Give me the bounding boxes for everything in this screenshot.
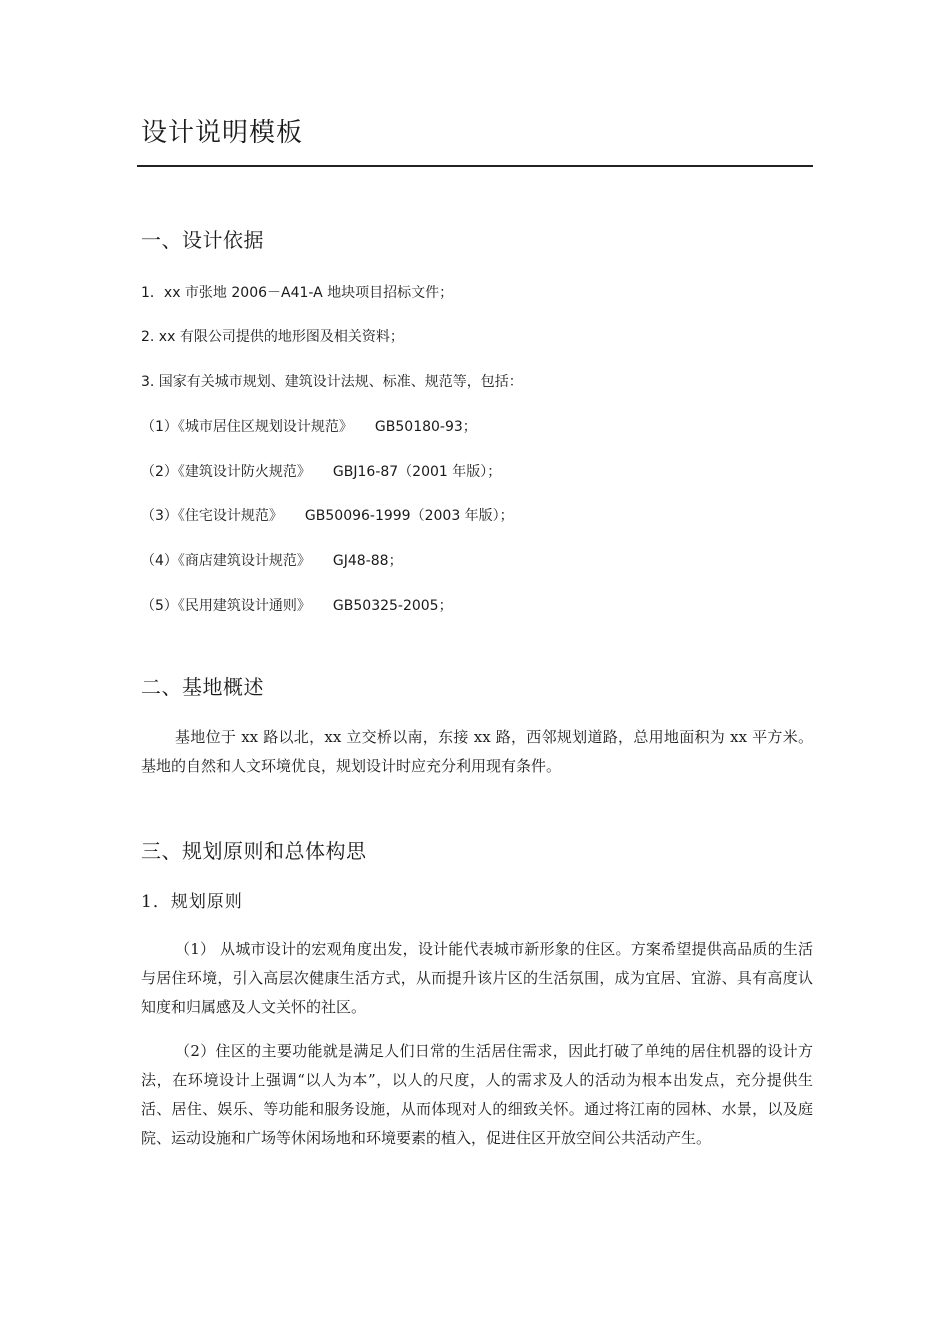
standard-name: （3）《住宅设计规范》 bbox=[141, 508, 283, 524]
standard-item bbox=[141, 595, 453, 615]
standard-code: GB50096-1999（2003 年版）； bbox=[304, 508, 514, 524]
standard-name: （2）《建筑设计防火规范》 bbox=[141, 464, 311, 480]
site-overview-paragraph: 基地位于 xx 路以北，xx 立交桥以南，东接 xx 路，西邻规划道路，总用地面积为 xx 平方米。基地的自然和人文环境优良，规划设计时应充分利用现有条件。 bbox=[141, 728, 813, 775]
standard-item bbox=[141, 550, 403, 570]
standard-code: GB50325-2005； bbox=[332, 598, 453, 614]
document-title: 设计说明模板 bbox=[141, 118, 304, 148]
standard-item bbox=[141, 416, 477, 436]
subheading-planning-principles: 1．规划原则 bbox=[141, 892, 243, 912]
principle-paragraph: （1） 从城市设计的宏观角度出发，设计能代表城市新形象的住区。方案希望提供高品质的生活与居住环境，引入高层次健康生活方式，从而提升该片区的生活氛围，成为宜居、宜游、具有高度认知度和归属感及人文关怀的社区。 bbox=[141, 940, 813, 1016]
basis-item: 3. 国家有关城市规划、建筑设计法规、标准、规范等，包括： bbox=[141, 374, 523, 390]
standard-code: GBJ16-87（2001 年版）； bbox=[332, 464, 502, 480]
principle-paragraph: （2）住区的主要功能就是满足人们日常的生活居住需求，因此打破了单纯的居住机器的设计方法，在环境设计上强调“以人为本”，以人的尺度，人的需求及人的活动为根本出发点，充分提供生活、居住、娱乐、等功能和服务设施，从而体现对人的细致关怀。通过将江南的园林、水景，以及庭院、运动设施和广场等休闲场地和环境要素的植入，促进住区开放空间公共活动产生。 bbox=[141, 1042, 813, 1147]
basis-item: 2. xx 有限公司提供的地形图及相关资料； bbox=[141, 329, 404, 345]
standard-name: （1）《城市居住区规划设计规范》 bbox=[141, 419, 353, 435]
section-heading-design-basis: 一、设计依据 bbox=[141, 228, 264, 252]
title-divider bbox=[137, 165, 813, 167]
section-heading-planning-principles: 三、规划原则和总体构思 bbox=[141, 839, 367, 863]
standard-item bbox=[141, 461, 501, 481]
standard-code: GJ48-88； bbox=[332, 553, 403, 569]
standard-code: GB50180-93； bbox=[374, 419, 477, 435]
section-heading-site-overview: 二、基地概述 bbox=[141, 675, 264, 699]
standard-name: （5）《民用建筑设计通则》 bbox=[141, 598, 311, 614]
standard-name: （4）《商店建筑设计规范》 bbox=[141, 553, 311, 569]
basis-item: 1．xx 市张地 2006－A41-A 地块项目招标文件； bbox=[141, 285, 454, 301]
standard-item bbox=[141, 505, 514, 525]
